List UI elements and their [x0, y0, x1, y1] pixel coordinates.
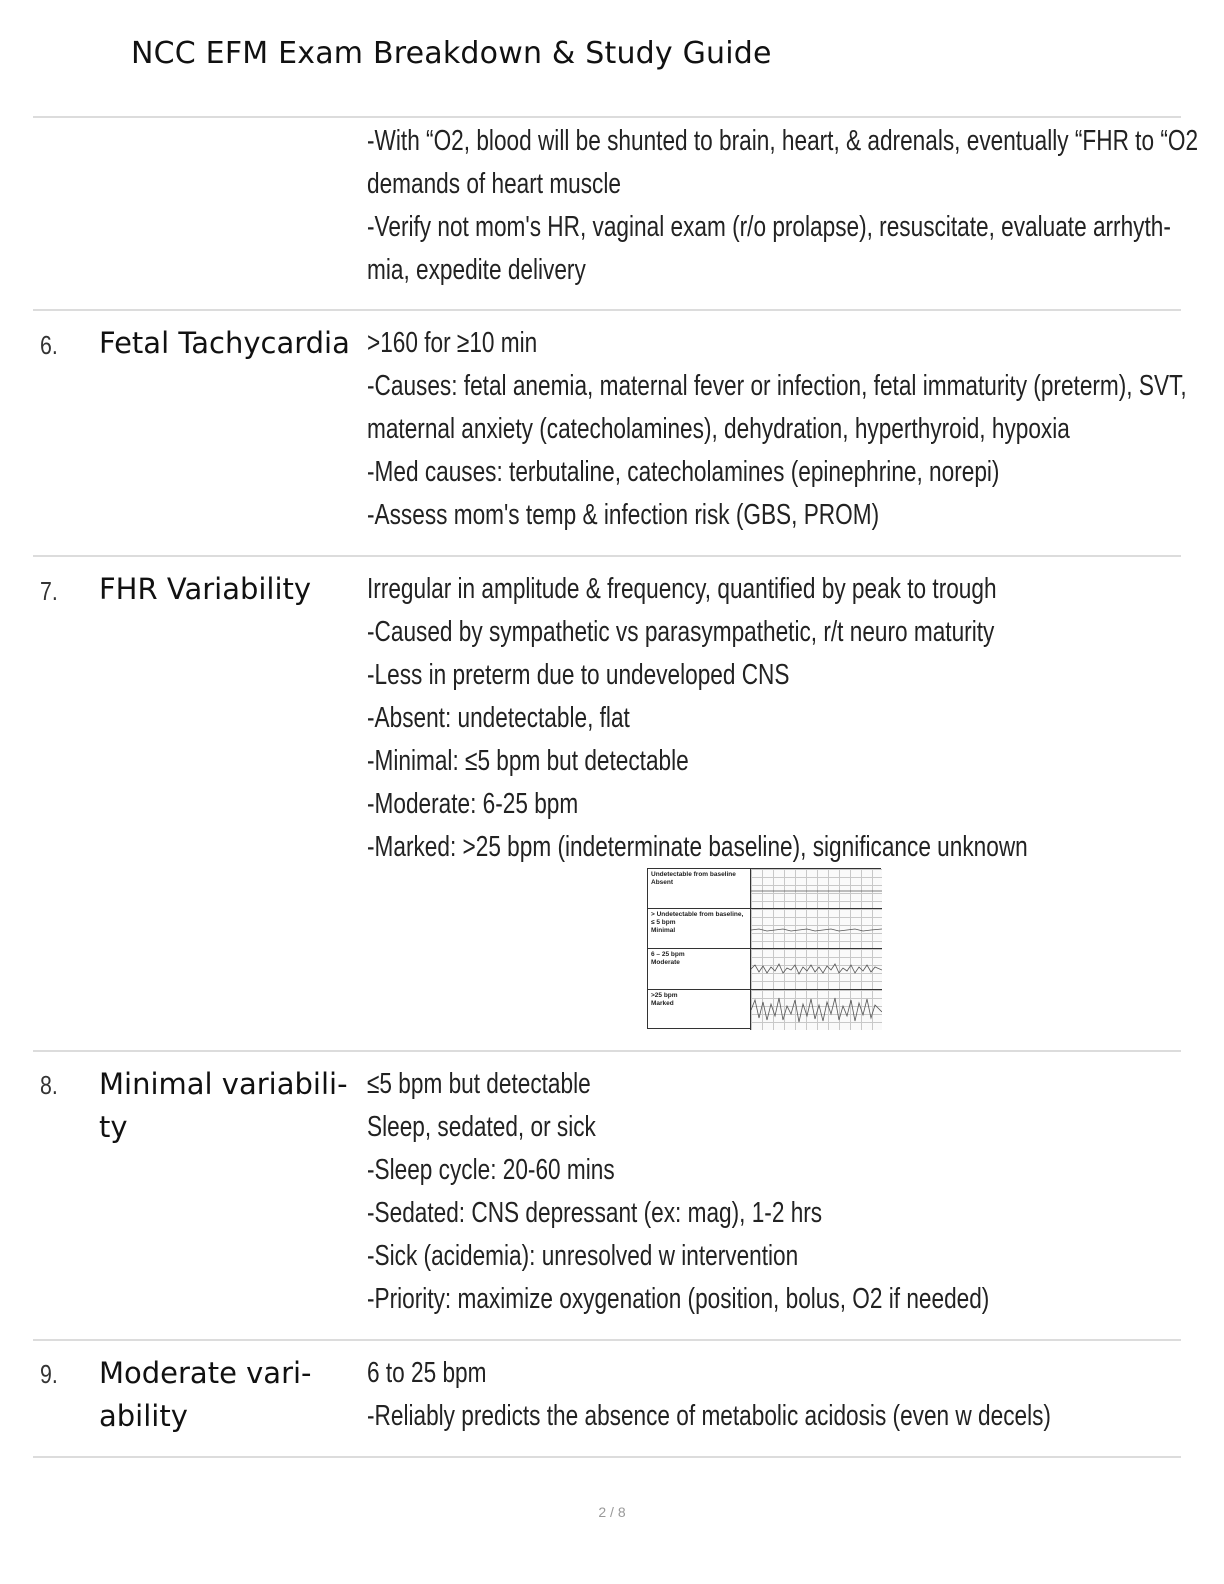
- divider: [33, 555, 1181, 557]
- divider: [33, 309, 1181, 311]
- body-line: mia, expedite delivery: [367, 254, 586, 286]
- row-number: 8.: [40, 1070, 58, 1100]
- row-body: [367, 568, 1167, 869]
- trace-marked: [751, 990, 882, 1030]
- row-body: [367, 1063, 1167, 1321]
- body-line: -Reliably predicts the absence of metabolic acidosis (even w decels): [367, 1400, 1051, 1432]
- row-body: [367, 1352, 1167, 1438]
- fhr-trace: [751, 998, 882, 1022]
- body-line: -Caused by sympathetic vs parasympathetic, r/t neuro maturity: [367, 616, 995, 648]
- body-line: >160 for ≥10 min: [367, 327, 538, 359]
- trace-minimal: [751, 909, 882, 949]
- body-line: -Sick (acidemia): unresolved w intervention: [367, 1240, 799, 1272]
- body-line: Irregular in amplitude & frequency, quantified by peak to trough: [367, 573, 997, 605]
- body-line: demands of heart muscle: [367, 168, 621, 200]
- body-line: maternal anxiety (catecholamines), dehydration, hyperthyroid, hypoxia: [367, 413, 1070, 445]
- figure-label-moderate: 6 – 25 bpm Moderate: [648, 949, 751, 990]
- trace-absent: [751, 869, 882, 909]
- divider: [33, 116, 1181, 118]
- continuation-body: [367, 120, 1199, 292]
- row-number: 6.: [40, 330, 58, 360]
- body-line: -Assess mom's temp & infection risk (GBS, PROM): [367, 499, 880, 531]
- body-line: -Moderate: 6-25 bpm: [367, 788, 579, 820]
- fhr-trace: [751, 929, 882, 931]
- body-line: Sleep, sedated, or sick: [367, 1111, 596, 1143]
- divider: [33, 1050, 1181, 1052]
- row-number: 7.: [40, 576, 58, 606]
- divider: [33, 1456, 1181, 1458]
- figure-label-minimal: > Undetectable from baseline, ≤ 5 bpm Minimal: [648, 909, 751, 949]
- body-line: -Causes: fetal anemia, maternal fever or infection, fetal immaturity (preterm), SVT,: [367, 370, 1187, 402]
- body-line: 6 to 25 bpm: [367, 1357, 487, 1389]
- body-line: -Absent: undetectable, flat: [367, 702, 630, 734]
- body-line: -Verify not mom's HR, vaginal exam (r/o prolapse), resuscitate, evaluate arrhyth-: [367, 211, 1171, 243]
- trace-moderate: [751, 949, 882, 990]
- row-term: Minimal variabili-ty: [99, 1067, 348, 1144]
- body-line: ≤5 bpm but detectable: [367, 1068, 591, 1100]
- body-line: -Sleep cycle: 20-60 mins: [367, 1154, 615, 1186]
- variability-figure: [647, 868, 881, 1029]
- body-line: -Minimal: ≤5 bpm but detectable: [367, 745, 689, 777]
- figure-label-marked: >25 bpm Marked: [648, 990, 751, 1030]
- page-number: 2 / 8: [598, 1504, 626, 1520]
- document-title: NCC EFM Exam Breakdown & Study Guide: [131, 36, 772, 71]
- row-term: Moderate vari-ability: [99, 1356, 312, 1433]
- row-term: Fetal Tachycardia: [99, 326, 350, 360]
- body-line: -Med causes: terbutaline, catecholamines (epinephrine, norepi): [367, 456, 1000, 488]
- fhr-trace: [751, 964, 882, 974]
- body-line: -Marked: >25 bpm (indeterminate baseline), significance unknown: [367, 831, 1028, 863]
- divider: [33, 1339, 1181, 1341]
- body-line: -Less in preterm due to undeveloped CNS: [367, 659, 790, 691]
- row-body: [367, 322, 1187, 537]
- body-line: -Priority: maximize oxygenation (position, bolus, O2 if needed): [367, 1283, 990, 1315]
- figure-label-absent: Undetectable from baseline Absent: [648, 869, 751, 909]
- row-term: FHR Variability: [99, 572, 312, 606]
- body-line: -Sedated: CNS depressant (ex: mag), 1-2 hrs: [367, 1197, 823, 1229]
- row-number: 9.: [40, 1359, 58, 1389]
- body-line: -With “O2, blood will be shunted to brain, heart, & adrenals, eventually “FHR to “O2: [367, 125, 1199, 157]
